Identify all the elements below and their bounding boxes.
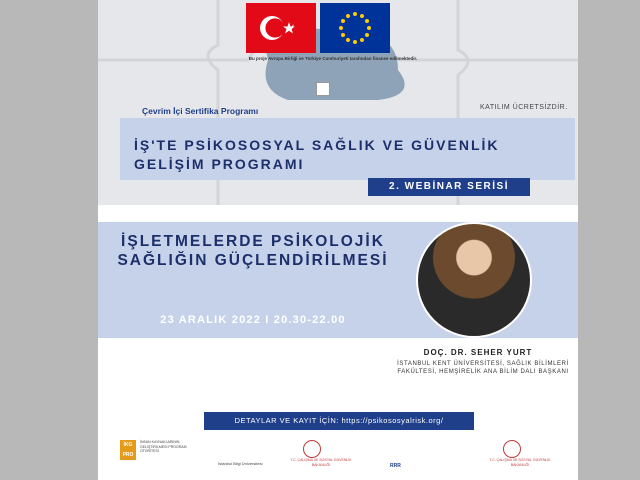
emblem-icon (316, 82, 330, 96)
funding-statement: Bu proje Avrupa Birliği ve Türkiye Cumhuriyeti tarafından finanse edilmektedir. (248, 56, 418, 61)
registration-link[interactable]: DETAYLAR VE KAYIT İÇİN: https://psikososyalrisk.org/ (204, 412, 474, 430)
ikg-caption: İNSAN KAYNAKLARININ GELİŞTİRİLMESİ PROGRAM OTORİTESİ (140, 440, 187, 453)
free-participation-note: KATILIM ÜCRETSİZDİR. (480, 104, 568, 111)
ministry-seal-icon (303, 440, 321, 458)
eu-stars-icon (320, 3, 390, 53)
bilgi-university-logo: İstanbul Bilgi Üniversitesi (218, 461, 263, 466)
speaker-affiliation: İSTANBUL KENT ÜNİVERSİTESİ, SAĞLIK BİLİMLERİ FAKÜLTESİ, HEMŞİRELİK ANA BİLİM DALI BAŞKANI (397, 361, 569, 375)
webinar-date: 23 ARALIK 2022 I 20.30-22.00 (160, 314, 346, 326)
ikg-pro-logo: İKG PRO (120, 440, 136, 460)
crescent-star-icon (246, 3, 316, 53)
webinar-series-badge: 2. WEBİNAR SERİSİ (368, 178, 530, 196)
ministry-logo-right: T.C. ÇALIŞMA VE SOSYAL GÜVENLİK BAKANLIĞI (489, 458, 551, 467)
speaker-photo (416, 222, 532, 338)
eu-flag (320, 3, 390, 53)
webinar-topic: İŞLETMELERDE PSİKOLOJİK SAĞLIĞIN GÜÇLENDİRİLMESİ (117, 233, 389, 269)
program-title: İŞ'TE PSİKOSOSYAL SAĞLIK VE GÜVENLİK GELİŞİM PROGRAMI (134, 137, 500, 172)
rrr-logo: RRR (390, 463, 401, 469)
poster (98, 0, 578, 480)
turkey-flag (246, 3, 316, 53)
certificate-program-label: Çevrim İçi Sertifika Programı (142, 106, 259, 116)
ministry-seal-icon-right (503, 440, 521, 458)
speaker-name: DOÇ. DR. SEHER YURT (423, 348, 533, 357)
ministry-logo-left: T.C. ÇALIŞMA VE SOSYAL GÜVENLİK BAKANLIĞI (290, 458, 352, 467)
